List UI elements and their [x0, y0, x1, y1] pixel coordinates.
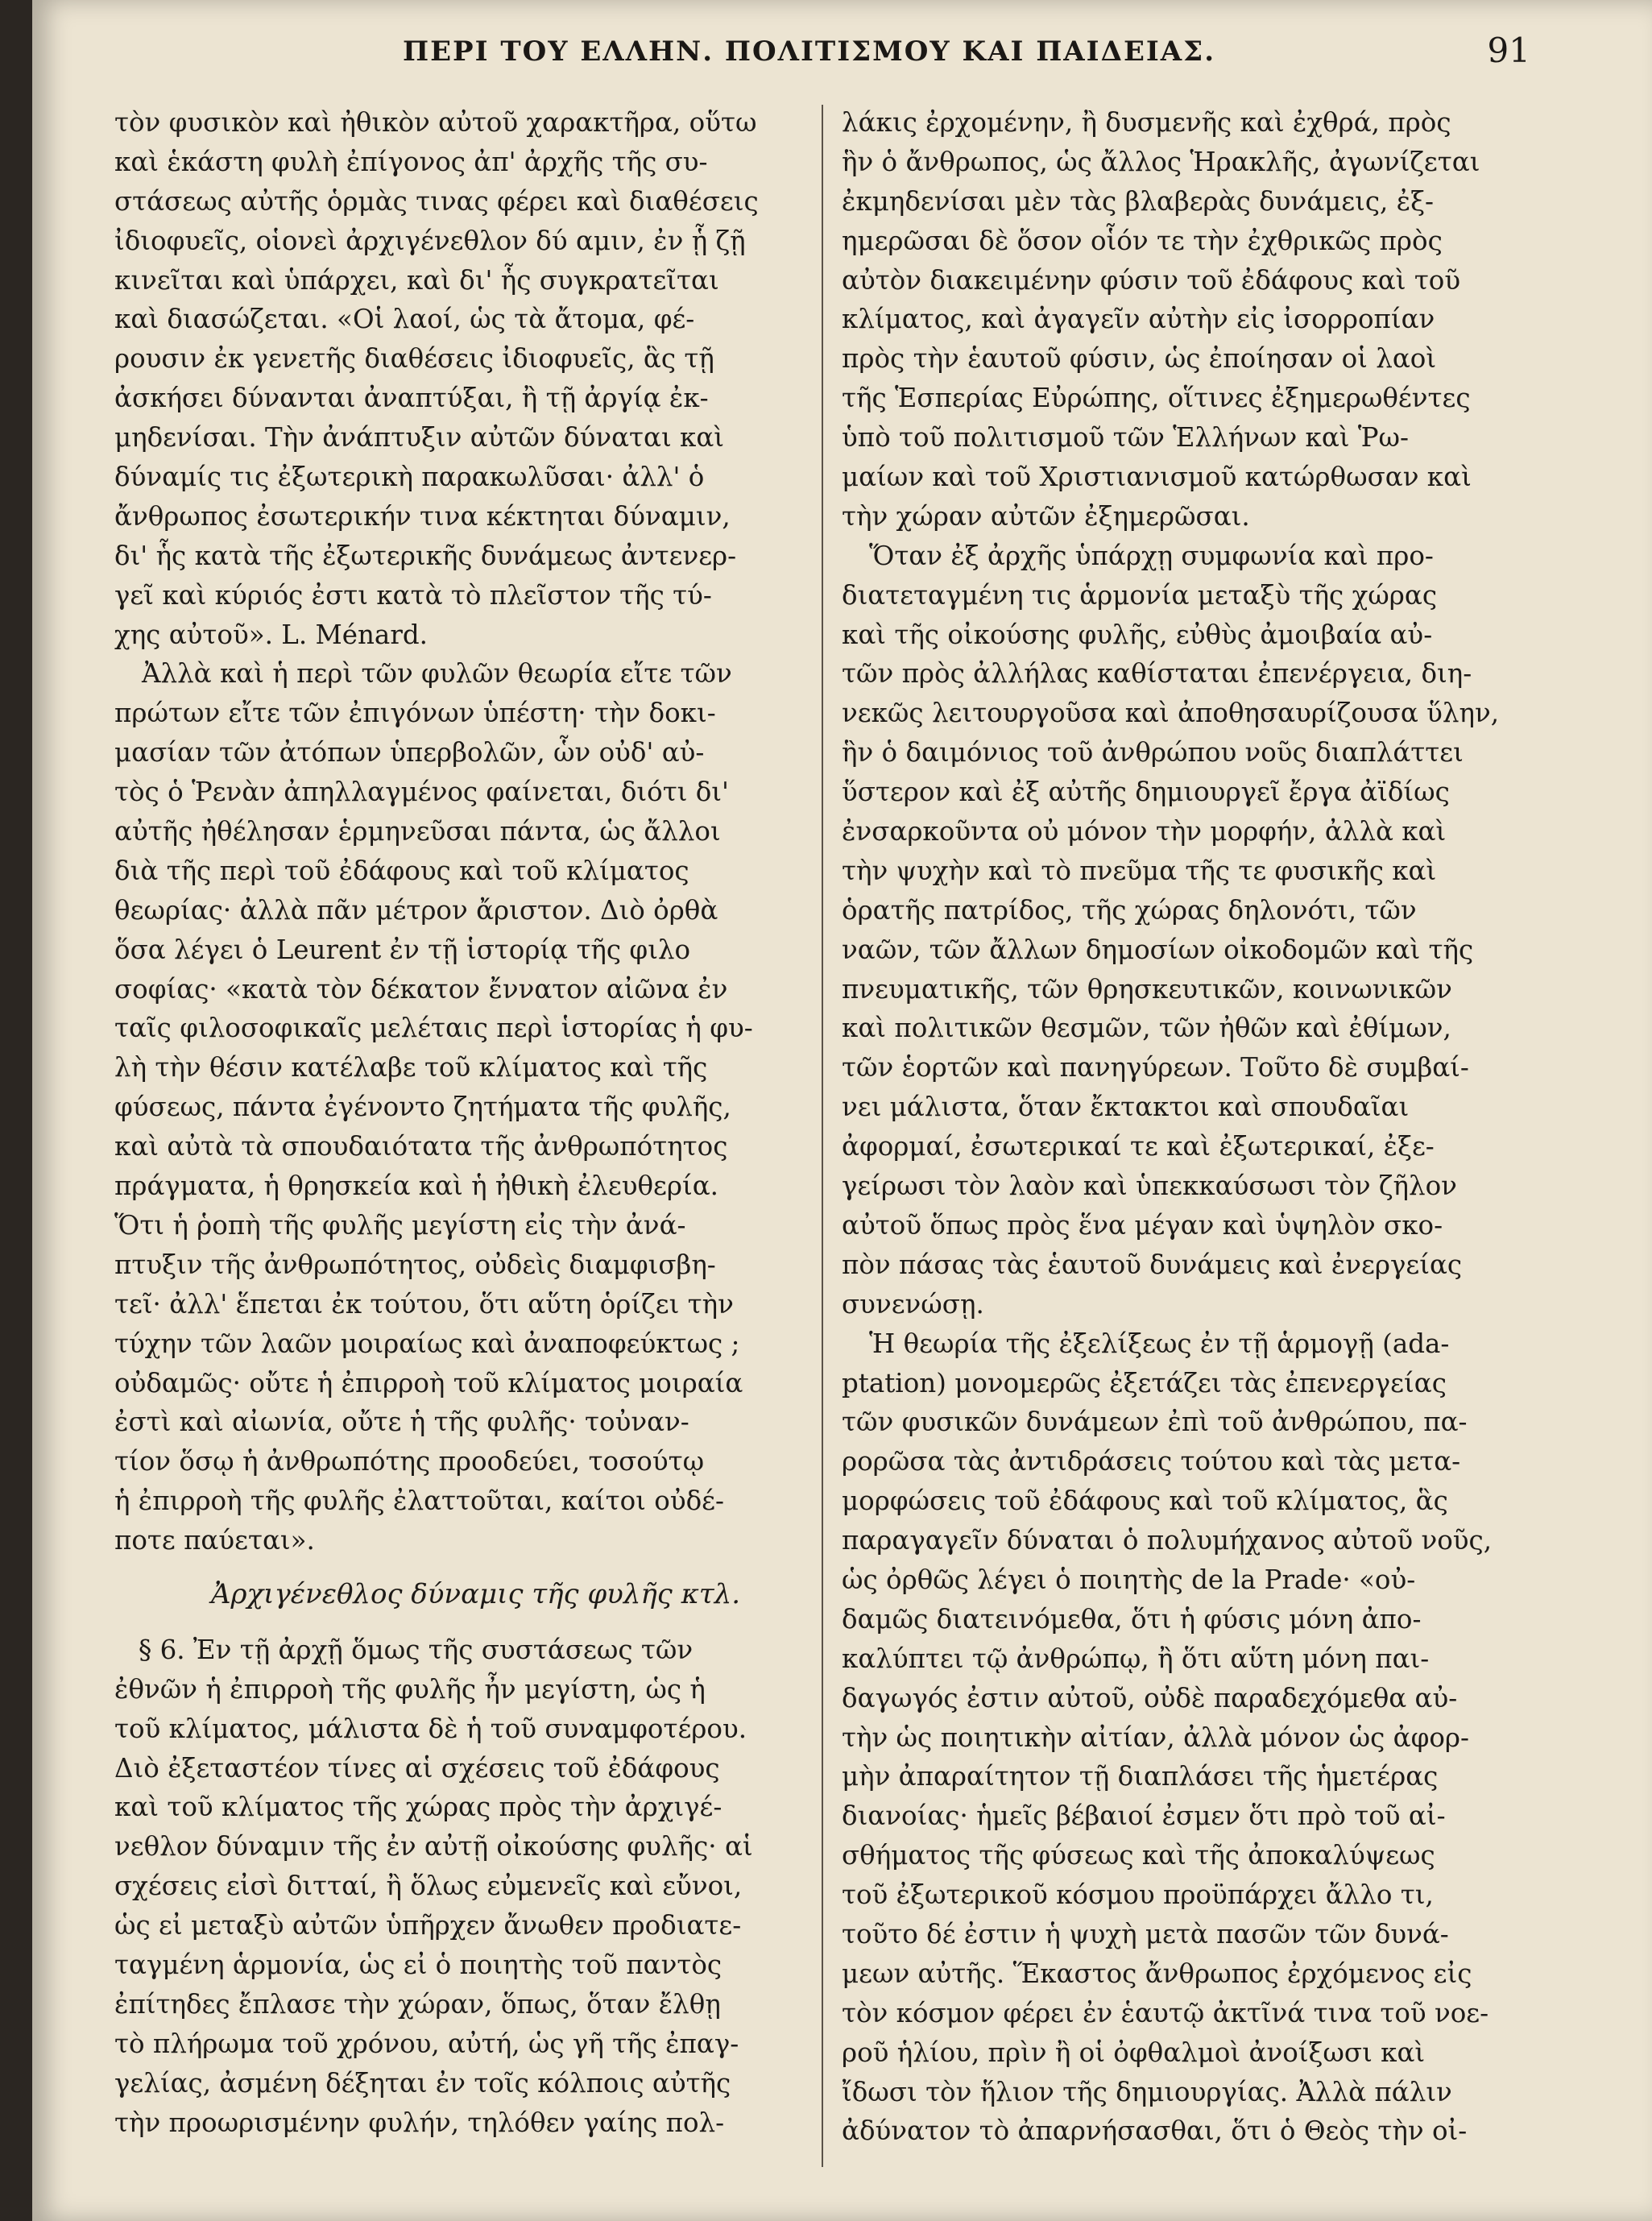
text-line: ὡς εἰ μεταξὺ αὐτῶν ὑπῆρχεν ἄνωθεν προδιατε-	[114, 1910, 742, 1941]
text-line: οὐδαμῶς· οὔτε ἡ ἐπιρροὴ τοῦ κλίματος μοιραία	[114, 1367, 743, 1398]
text-line: δαμῶς διατεινόμεθα, ὅτι ἡ φύσις μόνη ἀπο-	[842, 1603, 1422, 1635]
text-line: τὴν ψυχὴν καὶ τὸ πνεῦμα τῆς τε φυσικῆς καὶ	[842, 855, 1437, 886]
text-line: θεωρίας· ἀλλὰ πᾶν μέτρον ἄριστον. Διὸ ὀρθὰ	[114, 894, 718, 926]
text-line: ὑπὸ τοῦ πολιτισμοῦ τῶν Ἑλλήνων καὶ Ῥω-	[842, 422, 1410, 454]
text-line: ἴδωσι τὸν ἥλιον τῆς δημιουργίας. Ἀλλὰ πάλιν	[842, 2076, 1452, 2107]
text-line: ταγμένη ἁρμονία, ὡς εἰ ὁ ποιητὴς τοῦ παντὸς	[114, 1949, 722, 1980]
text-line: ἀσκήσει δύνανται ἀναπτύξαι, ἢ τῇ ἀργίᾳ ἐκ-	[114, 383, 709, 414]
text-line: αὐτὸν διακειμένην φύσιν τοῦ ἐδάφους καὶ τοῦ	[842, 264, 1461, 296]
text-line: ἰδιοφυεῖς, οἱονεὶ ἀρχιγένεθλον δύ αμιν, ἐν ᾗ ζῇ	[114, 225, 746, 256]
text-line: μηδενίσαι. Τὴν ἀνάπτυξιν αὐτῶν δύναται καὶ	[114, 422, 725, 454]
text-line: κινεῖται καὶ ὑπάρχει, καὶ δι' ἧς συγκρατεῖται	[114, 264, 719, 296]
page-header	[129, 31, 1530, 79]
text-line: πτυξιν τῆς ἀνθρωπότητος, οὐδεὶς διαμφισβη-	[114, 1249, 716, 1280]
text-line: τοῦ κλίματος, μάλιστα δὲ ἡ τοῦ συναμφοτέρου.	[114, 1713, 747, 1744]
section-heading: Ἀρχιγένεθλος δύναμις τῆς φυλῆς κτλ.	[211, 1577, 741, 1610]
text-line: καὶ ἑκάστη φυλὴ ἐπίγονος ἀπ' ἀρχῆς τῆς συ-	[114, 146, 708, 177]
text-line: τὸν κόσμον φέρει ἐν ἑαυτῷ ἀκτῖνά τινα τοῦ νοε-	[842, 1997, 1489, 2028]
text-line: ροῦ ἡλίου, πρὶν ἢ οἱ ὀφθαλμοὶ ἀνοίξωσι καὶ	[842, 2037, 1426, 2068]
text-line: γελίας, ἀσμένη δέξηται ἐν τοῖς κόλποις αὐτῆς	[114, 2067, 731, 2099]
text-line: Ἀλλὰ καὶ ἡ περὶ τῶν φυλῶν θεωρία εἴτε τῶν	[142, 658, 732, 690]
text-line: τίον ὅσῳ ἡ ἀνθρωπότης προοδεύει, τοσούτῳ	[114, 1446, 705, 1477]
text-line: ptation) μονομερῶς ἐξετάζει τὰς ἐπενεργείας	[842, 1367, 1447, 1398]
text-line: τοῦ ἐξωτερικοῦ κόσμου προϋπάρχει ἄλλο τι,	[842, 1879, 1434, 1911]
text-line: καὶ αὐτὰ τὰ σπουδαιότατα τῆς ἀνθρωπότητος	[114, 1131, 728, 1162]
text-line: Ὅταν ἐξ ἀρχῆς ὑπάρχῃ συμφωνία καὶ προ-	[869, 540, 1434, 571]
text-line: τῶν πρὸς ἀλλήλας καθίσταται ἐπενέργεια, διη-	[842, 658, 1472, 690]
text-line: ἣν ὁ δαιμόνιος τοῦ ἀνθρώπου νοῦς διαπλάττει	[842, 737, 1464, 769]
text-line: μαίων καὶ τοῦ Χριστιανισμοῦ κατώρθωσαν καὶ	[842, 462, 1472, 493]
text-line: σχέσεις εἰσὶ διτταί, ἢ ὅλως εὐμενεῖς καὶ εὔνοι,	[114, 1871, 743, 1902]
text-line: § 6. Ἐν τῇ ἀρχῇ ὅμως τῆς συστάσεως τῶν	[139, 1634, 694, 1665]
text-line: καὶ τοῦ κλίματος τῆς χώρας πρὸς τὴν ἀρχιγέ-	[114, 1792, 722, 1823]
text-line: πνευματικῆς, τῶν θρησκευτικῶν, κοινωνικῶν	[842, 973, 1452, 1005]
text-line: γεῖ καὶ κύριός ἐστι κατὰ τὸ πλεῖστον τῆς τύ-	[114, 579, 712, 611]
text-line: ἐπίτηδες ἔπλασε τὴν χώραν, ὅπως, ὅταν ἔλθῃ	[114, 1988, 721, 2020]
text-line: Ἡ θεωρία τῆς ἐξελίξεως ἐν τῇ ἁρμογῇ (ada-	[869, 1328, 1450, 1359]
text-line: δαγωγός ἐστιν αὐτοῦ, οὐδὲ παραδεχόμεθα αὐ-	[842, 1682, 1458, 1713]
text-line: μορφώσεις τοῦ ἐδάφους καὶ τοῦ κλίματος, ἃς	[842, 1486, 1448, 1517]
text-line: τῶν φυσικῶν δυνάμεων ἐπὶ τοῦ ἀνθρώπου, πα-	[842, 1407, 1468, 1438]
running-title: ΠΕΡΙ ΤΟΥ ΕΛΛΗΝ. ΠΟΛΙΤΙΣΜΟΥ ΚΑΙ ΠΑΙΔΕΙΑΣ.	[403, 35, 1216, 68]
text-line: στάσεως αὐτῆς ὁρμὰς τινας φέρει καὶ διαθέσεις	[114, 185, 759, 217]
text-line: νεθλον δύναμιν τῆς ἐν αὐτῇ οἰκούσης φυλῆς· αἱ	[114, 1831, 753, 1863]
text-line: Διὸ ἐξεταστέον τίνες αἱ σχέσεις τοῦ ἐδάφους	[114, 1752, 720, 1784]
text-line: φύσεως, πάντα ἐγένοντο ζητήματα τῆς φυλῆς,	[114, 1092, 731, 1123]
text-line: διατεταγμένη τις ἁρμονία μεταξὺ τῆς χώρας	[842, 579, 1438, 611]
text-line: ημερῶσαι δὲ ὅσον οἷόν τε τὴν ἐχθρικῶς πρὸς	[842, 225, 1443, 256]
right-text-column	[842, 103, 1530, 2151]
text-line: ὕστερον καὶ ἐξ αὐτῆς δημιουργεῖ ἔργα ἀϊδίως	[842, 777, 1450, 808]
text-line: τῆς Ἑσπερίας Εὐρώπης, οἵτινες ἐξημερωθέντες	[842, 383, 1471, 414]
text-line: τύχην τῶν λαῶν μοιραίως καὶ ἀναποφεύκτως ;	[114, 1328, 740, 1359]
text-line: μεων αὐτῆς. Ἕκαστος ἄνθρωπος ἐρχόμενος εἰς	[842, 1958, 1472, 1989]
text-line: ρορῶσα τὰς ἀντιδράσεις τούτου καὶ τὰς μετα-	[842, 1446, 1461, 1477]
text-line: ἐκμηδενίσαι μὲν τὰς βλαβερὰς δυνάμεις, ἐξ-	[842, 185, 1435, 217]
text-line: δι' ἧς κατὰ τῆς ἐξωτερικῆς δυνάμεως ἀντενερ-	[114, 540, 737, 571]
text-line: ταῖς φιλοσοφικαῖς μελέταις περὶ ἱστορίας ἡ φυ-	[114, 1013, 753, 1044]
text-line: μὴν ἀπαραίτητον τῇ διαπλάσει τῆς ἡμετέρας	[842, 1761, 1439, 1792]
text-line: τὴν προωρισμένην φυλήν, τηλόθεν γαίης πολ-	[114, 2107, 725, 2138]
text-line: ἐθνῶν ἡ ἐπιρροὴ τῆς φυλῆς ἦν μεγίστη, ὡς ἡ	[114, 1673, 706, 1705]
text-line: ὅσα λέγει ὁ Leurent ἐν τῇ ἱστορίᾳ τῆς φιλο	[114, 934, 691, 965]
text-line: σοφίας· «κατὰ τὸν δέκατον ἔννατον αἰῶνα ἐν	[114, 973, 728, 1005]
text-line: ποτε παύεται».	[114, 1525, 315, 1556]
text-line: ναῶν, τῶν ἄλλων δημοσίων οἰκοδομῶν καὶ τῆς	[842, 934, 1474, 965]
text-line: κλίματος, καὶ ἀγαγεῖν αὐτὴν εἰς ἰσορροπίαν	[842, 304, 1435, 335]
text-line: καλύπτει τῷ ἀνθρώπῳ, ἢ ὅτι αὕτη μόνη παι-	[842, 1643, 1430, 1674]
text-line: ἄνθρωπος ἐσωτερικήν τινα κέκτηται δύναμιν,	[114, 500, 731, 532]
text-line: ἀδύνατον τὸ ἀπαρνήσασθαι, ὅτι ὁ Θεὸς τὴν οἰ-	[842, 2115, 1468, 2147]
text-line: διανοίας· ἡμεῖς βέβαιοί ἐσμεν ὅτι πρὸ τοῦ αἰ-	[842, 1800, 1446, 1832]
text-line: Ὅτι ἡ ῥοπὴ τῆς φυλῆς μεγίστη εἰς τὴν ἀνά-	[114, 1209, 686, 1241]
text-line: αὐτοῦ ὅπως πρὸς ἕνα μέγαν καὶ ὑψηλὸν σκο-	[842, 1209, 1443, 1241]
text-line: ἐστὶ καὶ αἰωνία, οὔτε ἡ τῆς φυλῆς· τοὐναν-	[114, 1407, 689, 1438]
text-line: τοῦτο δέ ἐστιν ἡ ψυχὴ μετὰ πασῶν τῶν δυνά-	[842, 1918, 1449, 1950]
text-line: ὡς ὀρθῶς λέγει ὁ ποιητὴς de la Prade· «οὐ-	[842, 1564, 1416, 1595]
text-line: τῶν ἑορτῶν καὶ πανηγύρεων. Τοῦτο δὲ συμβαί-	[842, 1052, 1469, 1084]
text-line: ἐνσαρκοῦντα οὐ μόνον τὴν μορφήν, ἀλλὰ καὶ	[842, 816, 1447, 847]
page-number: 91	[1487, 31, 1530, 70]
book-page	[32, 0, 1652, 2221]
column-divider	[822, 105, 823, 2167]
text-line: λάκις ἐρχομένην, ἢ δυσμενῆς καὶ ἐχθρά, πρὸς	[842, 107, 1451, 138]
text-line: ἣν ὁ ἄνθρωπος, ὡς ἄλλος Ἡρακλῆς, ἀγωνίζεται	[842, 146, 1480, 177]
text-line: καὶ πολιτικῶν θεσμῶν, τῶν ἠθῶν καὶ ἐθίμων,	[842, 1013, 1451, 1044]
text-line: τεῖ· ἀλλ' ἕπεται ἐκ τούτου, ὅτι αὕτη ὁρίζει τὴν	[114, 1288, 734, 1320]
text-line: καὶ διασώζεται. «Οἱ λαοί, ὡς τὰ ἄτομα, φέ-	[114, 304, 695, 335]
text-line: τὸς ὁ Ῥενὰν ἀπηλλαγμένος φαίνεται, διότι δι'	[114, 777, 729, 808]
text-line: τὸ πλήρωμα τοῦ χρόνου, αὐτή, ὡς γῆ τῆς ἐπαγ-	[114, 2028, 739, 2059]
text-line: ἡ ἐπιρροὴ τῆς φυλῆς ἐλαττοῦται, καίτοι οὐδέ-	[114, 1486, 724, 1517]
text-line: πρὸς τὴν ἑαυτοῦ φύσιν, ὡς ἐποίησαν οἱ λαοὶ	[842, 343, 1437, 375]
text-line: ἀφορμαί, ἐσωτερικαί τε καὶ ἐξωτερικαί, ἐξε-	[842, 1131, 1435, 1162]
text-line: καὶ τῆς οἰκούσης φυλῆς, εὐθὺς ἀμοιβαία αὐ-	[842, 619, 1433, 650]
text-line: διὰ τῆς περὶ τοῦ ἐδάφους καὶ τοῦ κλίματος	[114, 855, 689, 886]
text-line: παραγαγεῖν δύναται ὁ πολυμήχανος αὐτοῦ νοῦς,	[842, 1525, 1493, 1556]
text-line: πράγματα, ἡ θρησκεία καὶ ἡ ἠθικὴ ἐλευθερία.	[114, 1171, 718, 1202]
text-line: πρώτων εἴτε τῶν ἐπιγόνων ὑπέστη· τὴν δοκι-	[114, 698, 716, 729]
text-line: ρουσιν ἐκ γενετῆς διαθέσεις ἰδιοφυεῖς, ἃς τῇ	[114, 343, 714, 375]
text-line: μασίαν τῶν ἀτόπων ὑπερβολῶν, ὧν οὐδ' αὐ-	[114, 737, 705, 769]
text-line: συνενώσῃ.	[842, 1288, 984, 1320]
text-line: τὴν χώραν αὐτῶν ἐξημερῶσαι.	[842, 500, 1250, 532]
text-line: σθήματος τῆς φύσεως καὶ τῆς ἀποκαλύψεως	[842, 1840, 1435, 1871]
text-line: τὸν φυσικὸν καὶ ἠθικὸν αὐτοῦ χαρακτῆρα, οὕτω	[114, 107, 757, 138]
text-line: ὁρατῆς πατρίδος, τῆς χώρας δηλονότι, τῶν	[842, 894, 1417, 926]
text-line: δύναμίς τις ἐξωτερικὴ παρακωλῦσαι· ἀλλ' ὁ	[114, 462, 705, 493]
text-line: γείρωσι τὸν λαὸν καὶ ὑπεκκαύσωσι τὸν ζῆλον	[842, 1171, 1457, 1202]
text-line: νει μάλιστα, ὅταν ἔκτακτοι καὶ σπουδαῖαι	[842, 1092, 1410, 1123]
text-line: χης αὐτοῦ». L. Ménard.	[114, 619, 428, 650]
left-text-column	[114, 103, 799, 2142]
text-line: τὴν ὡς ποιητικὴν αἰτίαν, ἀλλὰ μόνον ὡς ἀφορ-	[842, 1722, 1470, 1753]
text-line: λὴ τὴν θέσιν κατέλαβε τοῦ κλίματος καὶ τῆς	[114, 1052, 708, 1084]
text-line: πὸν πάσας τὰς ἑαυτοῦ δυνάμεις καὶ ἐνεργείας	[842, 1249, 1463, 1280]
text-line: αὐτῆς ἠθέλησαν ἑρμηνεῦσαι πάντα, ὡς ἄλλοι	[114, 816, 721, 847]
text-line: νεκῶς λειτουργοῦσα καὶ ἀποθησαυρίζουσα ὕλην,	[842, 698, 1500, 729]
